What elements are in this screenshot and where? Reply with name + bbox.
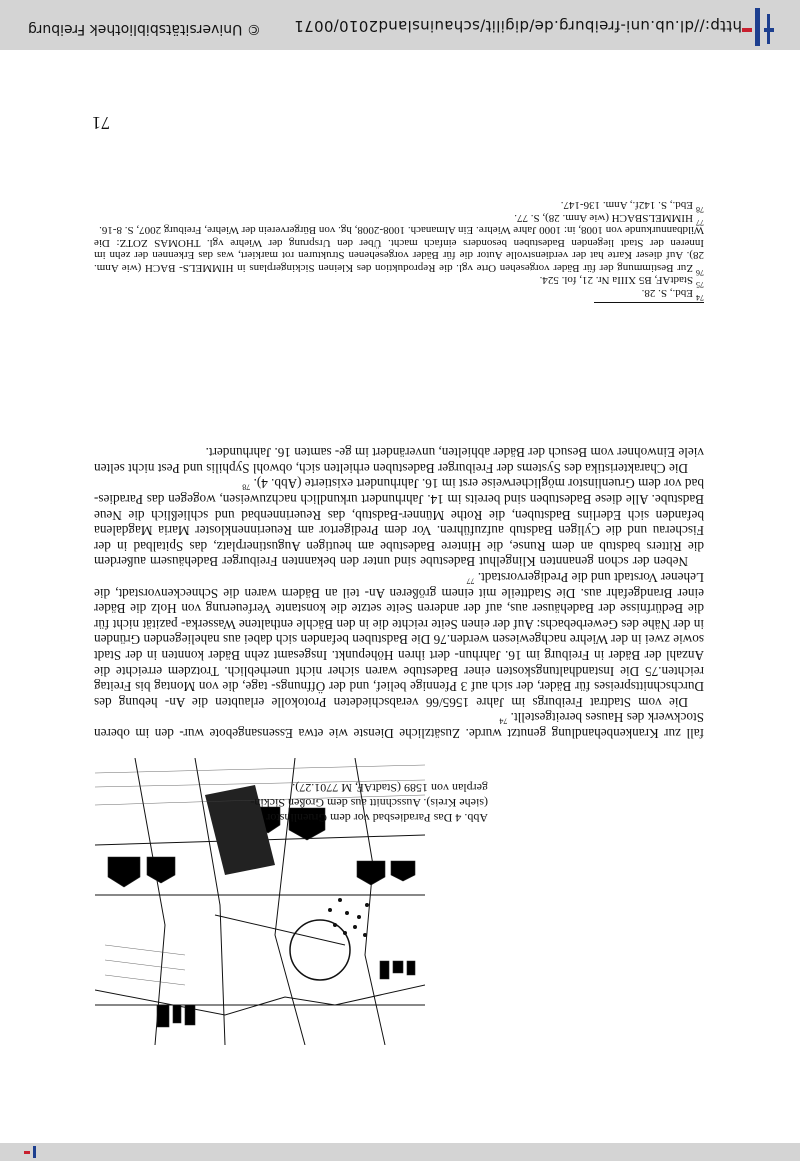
footnote-line: Ebd., S. 28. bbox=[641, 287, 693, 299]
body-paragraph bbox=[94, 710, 704, 741]
body-text bbox=[94, 445, 704, 741]
viewer-footer-bar bbox=[0, 0, 800, 50]
text-line: den im oberen Stockwerk des Hauses bereitgestellt. bbox=[94, 710, 704, 741]
text-line: Badestuben sind bereits im 14. Jahrhundert urkundlich nachzuweisen, wogegen das Paradies- bbox=[93, 492, 592, 508]
text-line: tage, die von Montag bis Freitag reichten.75 Die Instandhaltungskosten einer Badestube waren bbox=[93, 663, 704, 695]
footnote-line: markiert, was das Erkennen der zehn im Inneren der Stadt liegenden Badestuben besonders einfach macht. Über bbox=[94, 237, 704, 262]
footnote bbox=[94, 212, 704, 225]
text-line: nachgewiesen werden.76 Die Badstuben befanden sich dabei aus naheliegenden Gründen in der bbox=[93, 616, 704, 648]
footnote-number: 76 bbox=[696, 267, 704, 277]
body-paragraph bbox=[94, 445, 704, 476]
footnote-line: den Ursprung der Wiehre vgl. THOMAS ZOTZ: Die Wildbannurkunde von 1008, in: 1000 Jahre Wiehre. Ein bbox=[94, 224, 704, 249]
footnote-number: 75 bbox=[696, 280, 704, 290]
footnote-marker: 78 bbox=[242, 482, 251, 492]
footnote-line: Ebd., S. 142f., Anm. 136-147. bbox=[560, 199, 693, 212]
footnote-line: BACH (wie Anm. 28). Auf dieser Karte hat der verdienstvolle Autor die für Bäder vorgesehenen Strukturen rot bbox=[93, 249, 704, 274]
footnote-line: StadtAF, B5 XIIIa Nr. 21, fol. 524. bbox=[539, 274, 693, 287]
footnote bbox=[94, 274, 704, 290]
text-line: Verfeuerung von Holz die Bäder einer Brandgefahr aus. Die Stadtteile mit einem größeren An- bbox=[94, 585, 704, 617]
caption-line: gerplan von 1589 (StadtAF, M 7701.27). bbox=[292, 781, 488, 795]
text-line: Badehäusern außerdem die Ritters badstub an dem Runse, die Hintere Badestube am heutigen bbox=[93, 538, 704, 570]
text-line: Die Charakteristika des Systems der Freiburger Badestuben erhielten sich, obwohl Syphilis bbox=[206, 460, 688, 476]
page-number: 71 bbox=[92, 113, 110, 133]
footnote bbox=[93, 224, 704, 277]
copyright-notice: © Universitätsbibliothek Freiburg bbox=[28, 21, 261, 37]
top-strip-logo-icon bbox=[24, 1146, 38, 1158]
text-line: bad vor dem Gruenlinstor möglicherweise erst im 16. Jahrhundert existierte (Abb. 4). bbox=[253, 476, 704, 492]
text-line: pazität nicht für die Bedürfnisse der Badehäuser aus, auf der anderen Seite setzte die konstante bbox=[93, 601, 704, 632]
footnote-marker: 74 bbox=[499, 716, 508, 726]
footnote-number: 78 bbox=[696, 205, 704, 215]
caption-line: (siehe Kreis). Ausschnitt aus dem Großen Sickin- bbox=[250, 796, 488, 810]
top-strip bbox=[0, 1143, 800, 1161]
ub-freiburg-logo-icon bbox=[740, 0, 800, 50]
figure-caption bbox=[98, 780, 488, 825]
footnote bbox=[94, 287, 704, 300]
footnote-number: 77 bbox=[696, 217, 704, 227]
footnote-line: HIMMELSBACH (wie Anm. 28), S. 77. bbox=[514, 212, 693, 224]
footnotes bbox=[93, 199, 704, 302]
caption-line: Abb. 4 Das Paradiesbad vor dem Gruenlinstor bbox=[266, 811, 488, 825]
footnote-line: Almanach. 1008-2008, hg. von Bürgerverein der Wiehre, Freiburg 2007, S. 8-16. bbox=[99, 224, 456, 237]
footnote-number: 74 bbox=[696, 292, 704, 302]
footnote-rule bbox=[594, 302, 704, 303]
text-line: Nähe des Gewerbebachs: Auf der einen Seite reichte die in den Bächle enthaltene Wasserka- bbox=[181, 616, 671, 632]
text-line: Neben der schon genannten Klingelhut Badestube sind unter den bekannten Freiburger bbox=[222, 554, 688, 570]
text-line: und Pest nicht selten viele Einwohner vom Besuch der Bäder abhielten, unverändert im ge- bbox=[94, 445, 704, 476]
text-line: sicher nicht unerheblich. Trotzdem erreichte die Anzahl der Bäder in Freiburg im 16. Jahrhun- bbox=[93, 648, 704, 679]
footnote bbox=[94, 199, 704, 215]
text-line: Die vom Stadtrat Freiburgs im Jahre 1565/66 verabschiedeten Protokolle erlaubten die An- bbox=[164, 694, 688, 710]
text-line: teil an Bädern waren die Schneckenvorstadt, die Lehener Vorstadt und die Predigervorstadt. bbox=[93, 570, 704, 601]
text-line: fall zur Krankenbehandlung genutzt wurde. Zusätzliche Dienste wie etwa Essensangebote wur- bbox=[179, 726, 704, 741]
text-line: hebung des Durchschnittspreises für Bäder, der sich auf 3 Pfennige belief, und der Öffnungs- bbox=[93, 679, 704, 710]
text-line: Predigertor am Reuerinnenkloster Maria Magdalena befanden sich Ederlins Badstuben, die bbox=[93, 507, 704, 539]
text-line: samten 16. Jahrhundert. bbox=[205, 445, 332, 461]
text-line: dert ihren Höhepunkt. Insgesamt zehn Bäder konnten in der Stadt sowie zwei in der Wiehre bbox=[94, 632, 704, 664]
permalink-url[interactable]: http://dl.ub.uni-freiburg.de/digilit/schauinsland2010/0071 bbox=[294, 17, 742, 35]
footnote-marker: 77 bbox=[466, 576, 475, 586]
body-paragraph bbox=[94, 569, 704, 709]
text-line: Augustinerplatz, das Spitalbad in der Fischerau und die Cyligen Badstub aufzuführen. Vor dem bbox=[94, 523, 704, 554]
body-paragraph bbox=[94, 476, 704, 570]
footnote-line: Zur Bestimmung der für Bäder vorgesehen Orte vgl. die Reproduktion des Kleinen Sickingerplans in HIMMELS- bbox=[179, 262, 693, 274]
text-line: Rothe Münner-Badstub, das Reuerinnenbad und schließlich die Neue Badstube. Alle diese bbox=[94, 492, 704, 523]
